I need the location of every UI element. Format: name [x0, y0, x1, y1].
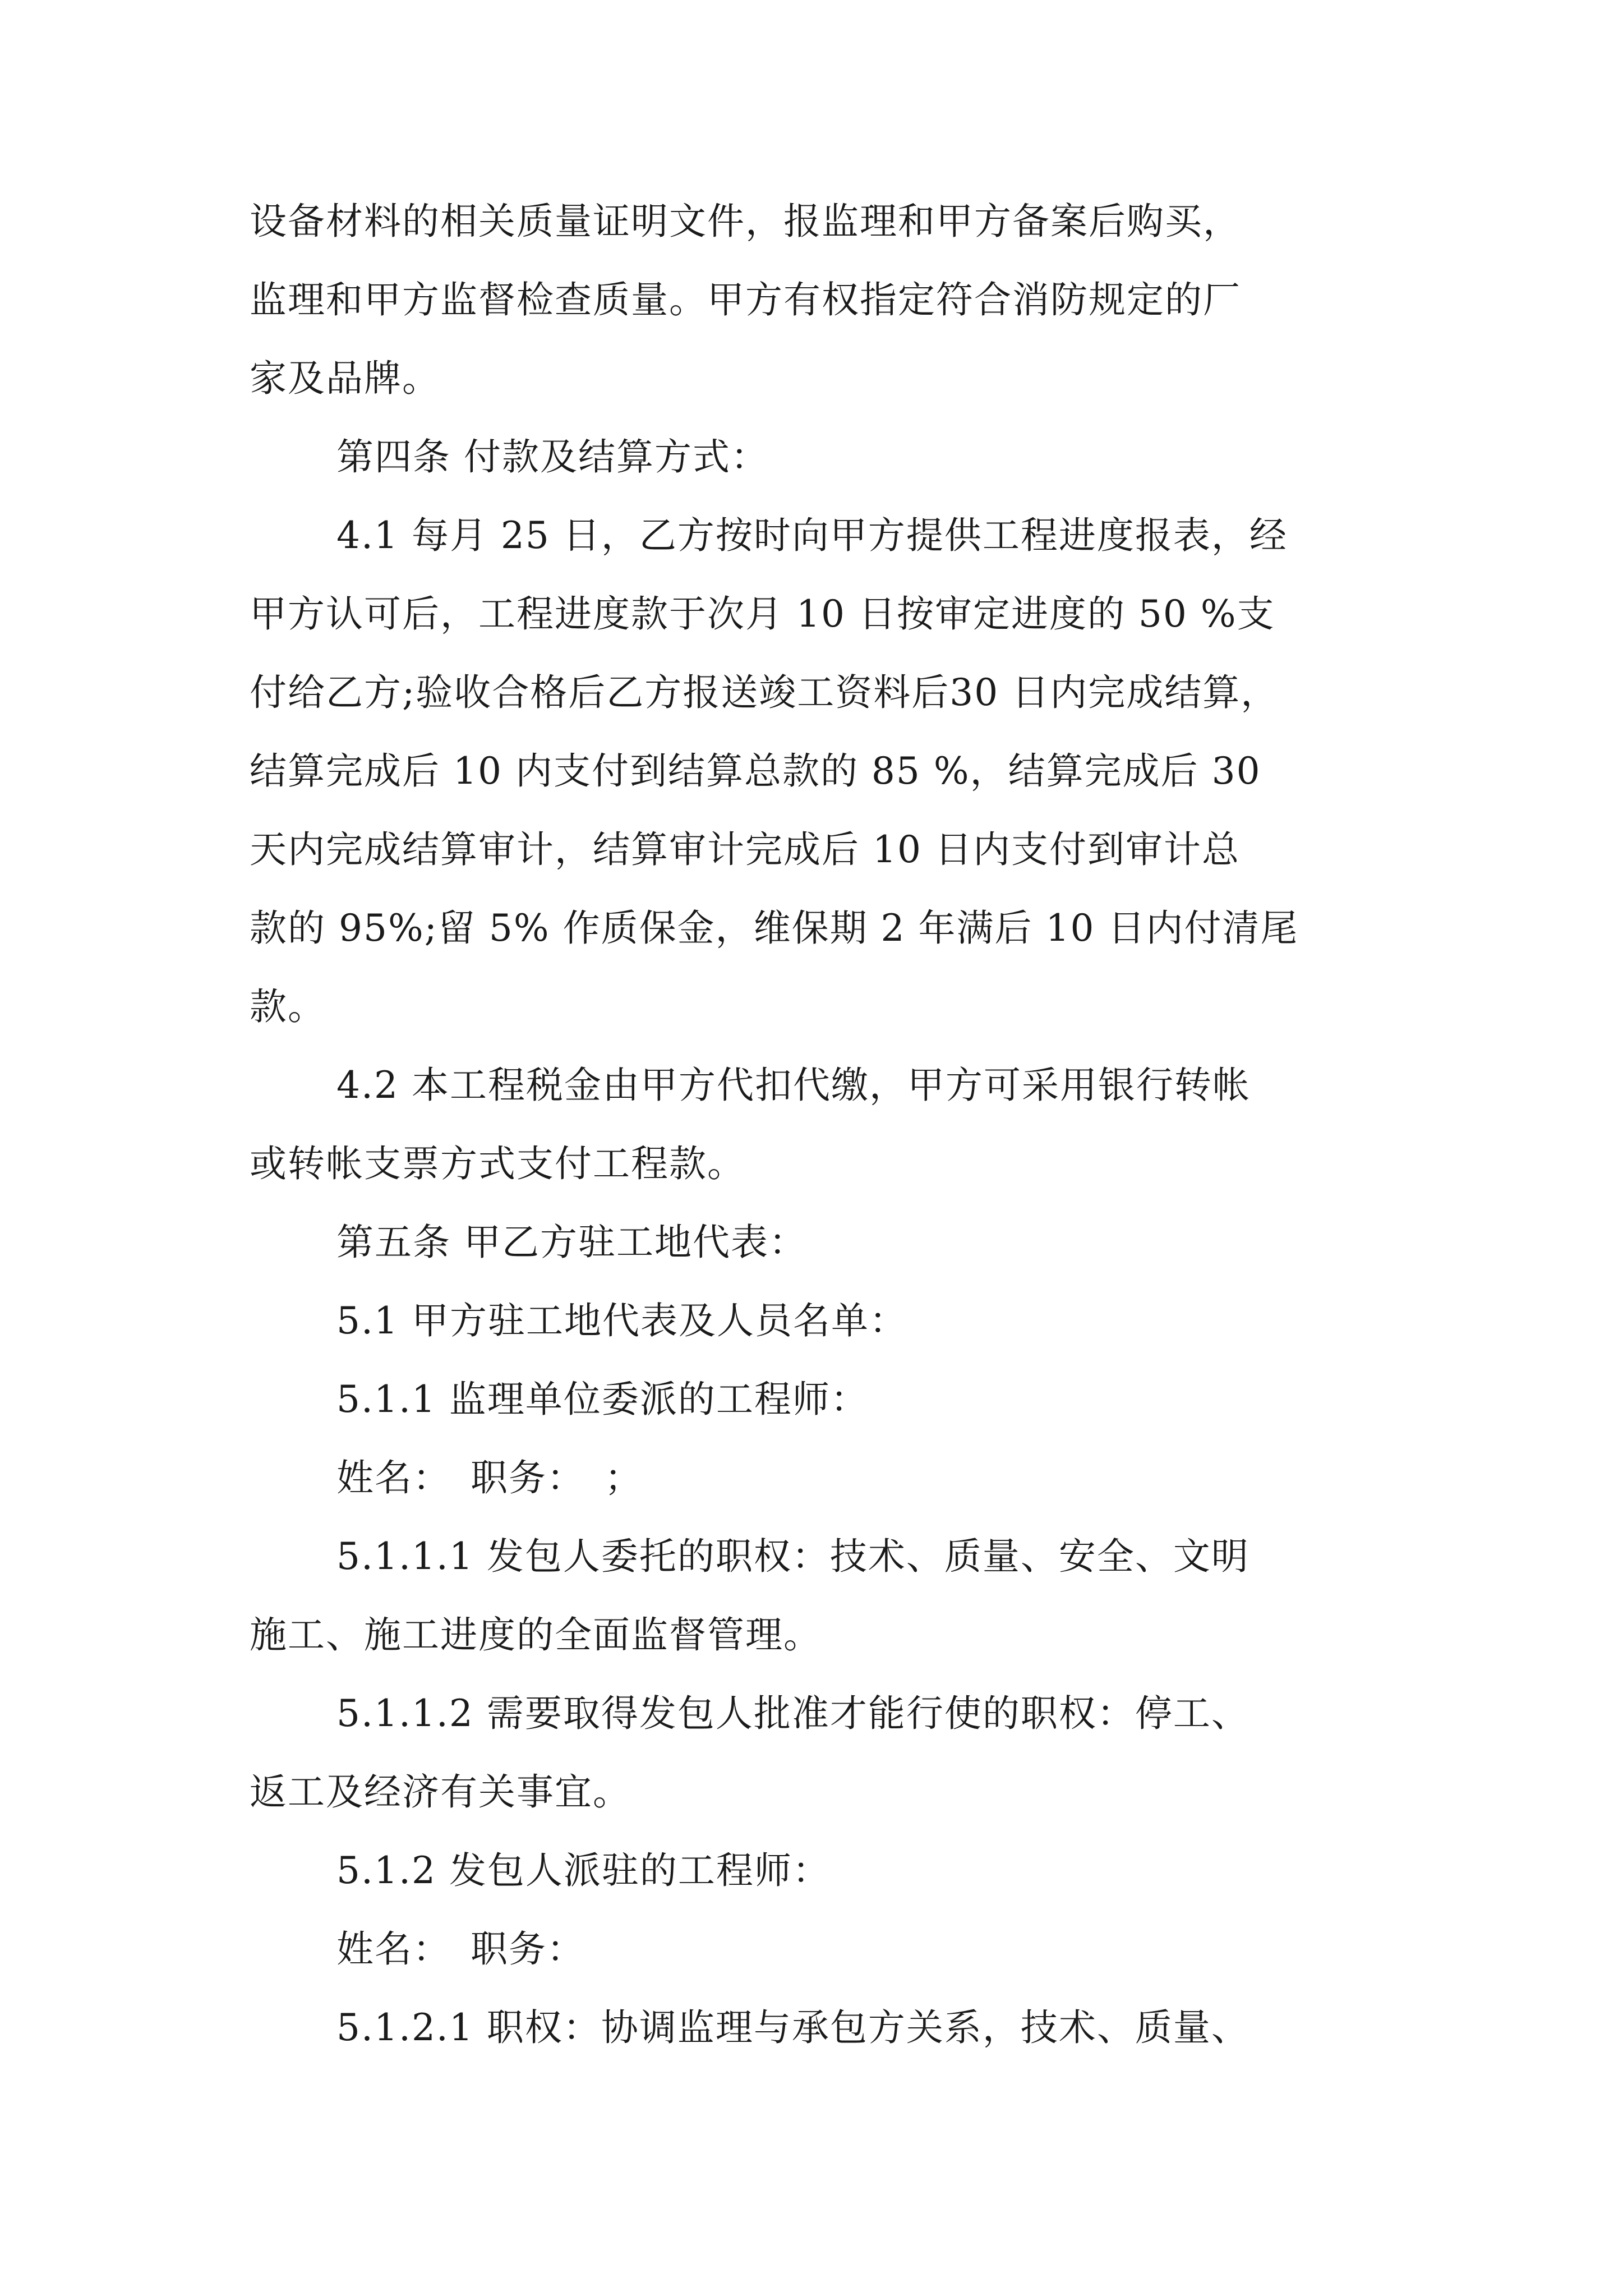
section-heading: 第五条 甲乙方驻工地代表： — [336, 1221, 807, 1264]
body-line: 返工及经济有关事宜。 — [250, 1770, 631, 1814]
body-line: 设备材料的相关质量证明文件，报监理和甲方备案后购买， — [250, 200, 1241, 243]
body-line: 5.1.1.1 发包人委托的职权：技术、质量、安全、文明 — [336, 1535, 1249, 1578]
body-line: 款。 — [250, 985, 326, 1028]
body-line: 结算完成后 10 内支付到结算总款的 85 %，结算完成后 30 — [250, 749, 1261, 793]
body-line: 家及品牌。 — [250, 357, 440, 400]
body-line: 甲方认可后，工程进度款于次月 10 日按审定进度的 50 %支 — [250, 592, 1275, 636]
body-line: 天内完成结算审计，结算审计完成后 10 日内支付到审计总 — [250, 828, 1240, 871]
body-line: 款的 95%;留 5% 作质保金，维保期 2 年满后 10 日内付清尾 — [250, 907, 1299, 950]
body-line: 监理和甲方监督检查质量。甲方有权指定符合消防规定的厂 — [250, 278, 1241, 321]
body-line: 付给乙方;验收合格后乙方报送竣工资料后30 日内完成结算， — [250, 671, 1279, 714]
body-line: 5.1 甲方驻工地代表及人员名单： — [336, 1299, 907, 1342]
body-line: 5.1.1.2 需要取得发包人批准才能行使的职权：停工、 — [336, 1692, 1249, 1735]
body-line: 5.1.2.1 职权：协调监理与承包方关系，技术、质量、 — [336, 2006, 1249, 2049]
body-line: 4.1 每月 25 日，乙方按时向甲方提供工程进度报表，经 — [336, 514, 1288, 557]
body-line: 施工、施工进度的全面监督管理。 — [250, 1613, 822, 1657]
section-heading: 第四条 付款及结算方式： — [336, 435, 769, 478]
body-line: 5.1.1 监理单位委派的工程师： — [336, 1378, 869, 1421]
body-line: 5.1.2 发包人派驻的工程师： — [336, 1849, 831, 1892]
body-line: 姓名： 职务： ； — [336, 1456, 643, 1499]
body-line: 4.2 本工程税金由甲方代扣代缴，甲方可采用银行转帐 — [336, 1064, 1251, 1107]
body-line: 或转帐支票方式支付工程款。 — [250, 1142, 745, 1185]
body-line: 姓名： 职务： — [336, 1927, 585, 1971]
